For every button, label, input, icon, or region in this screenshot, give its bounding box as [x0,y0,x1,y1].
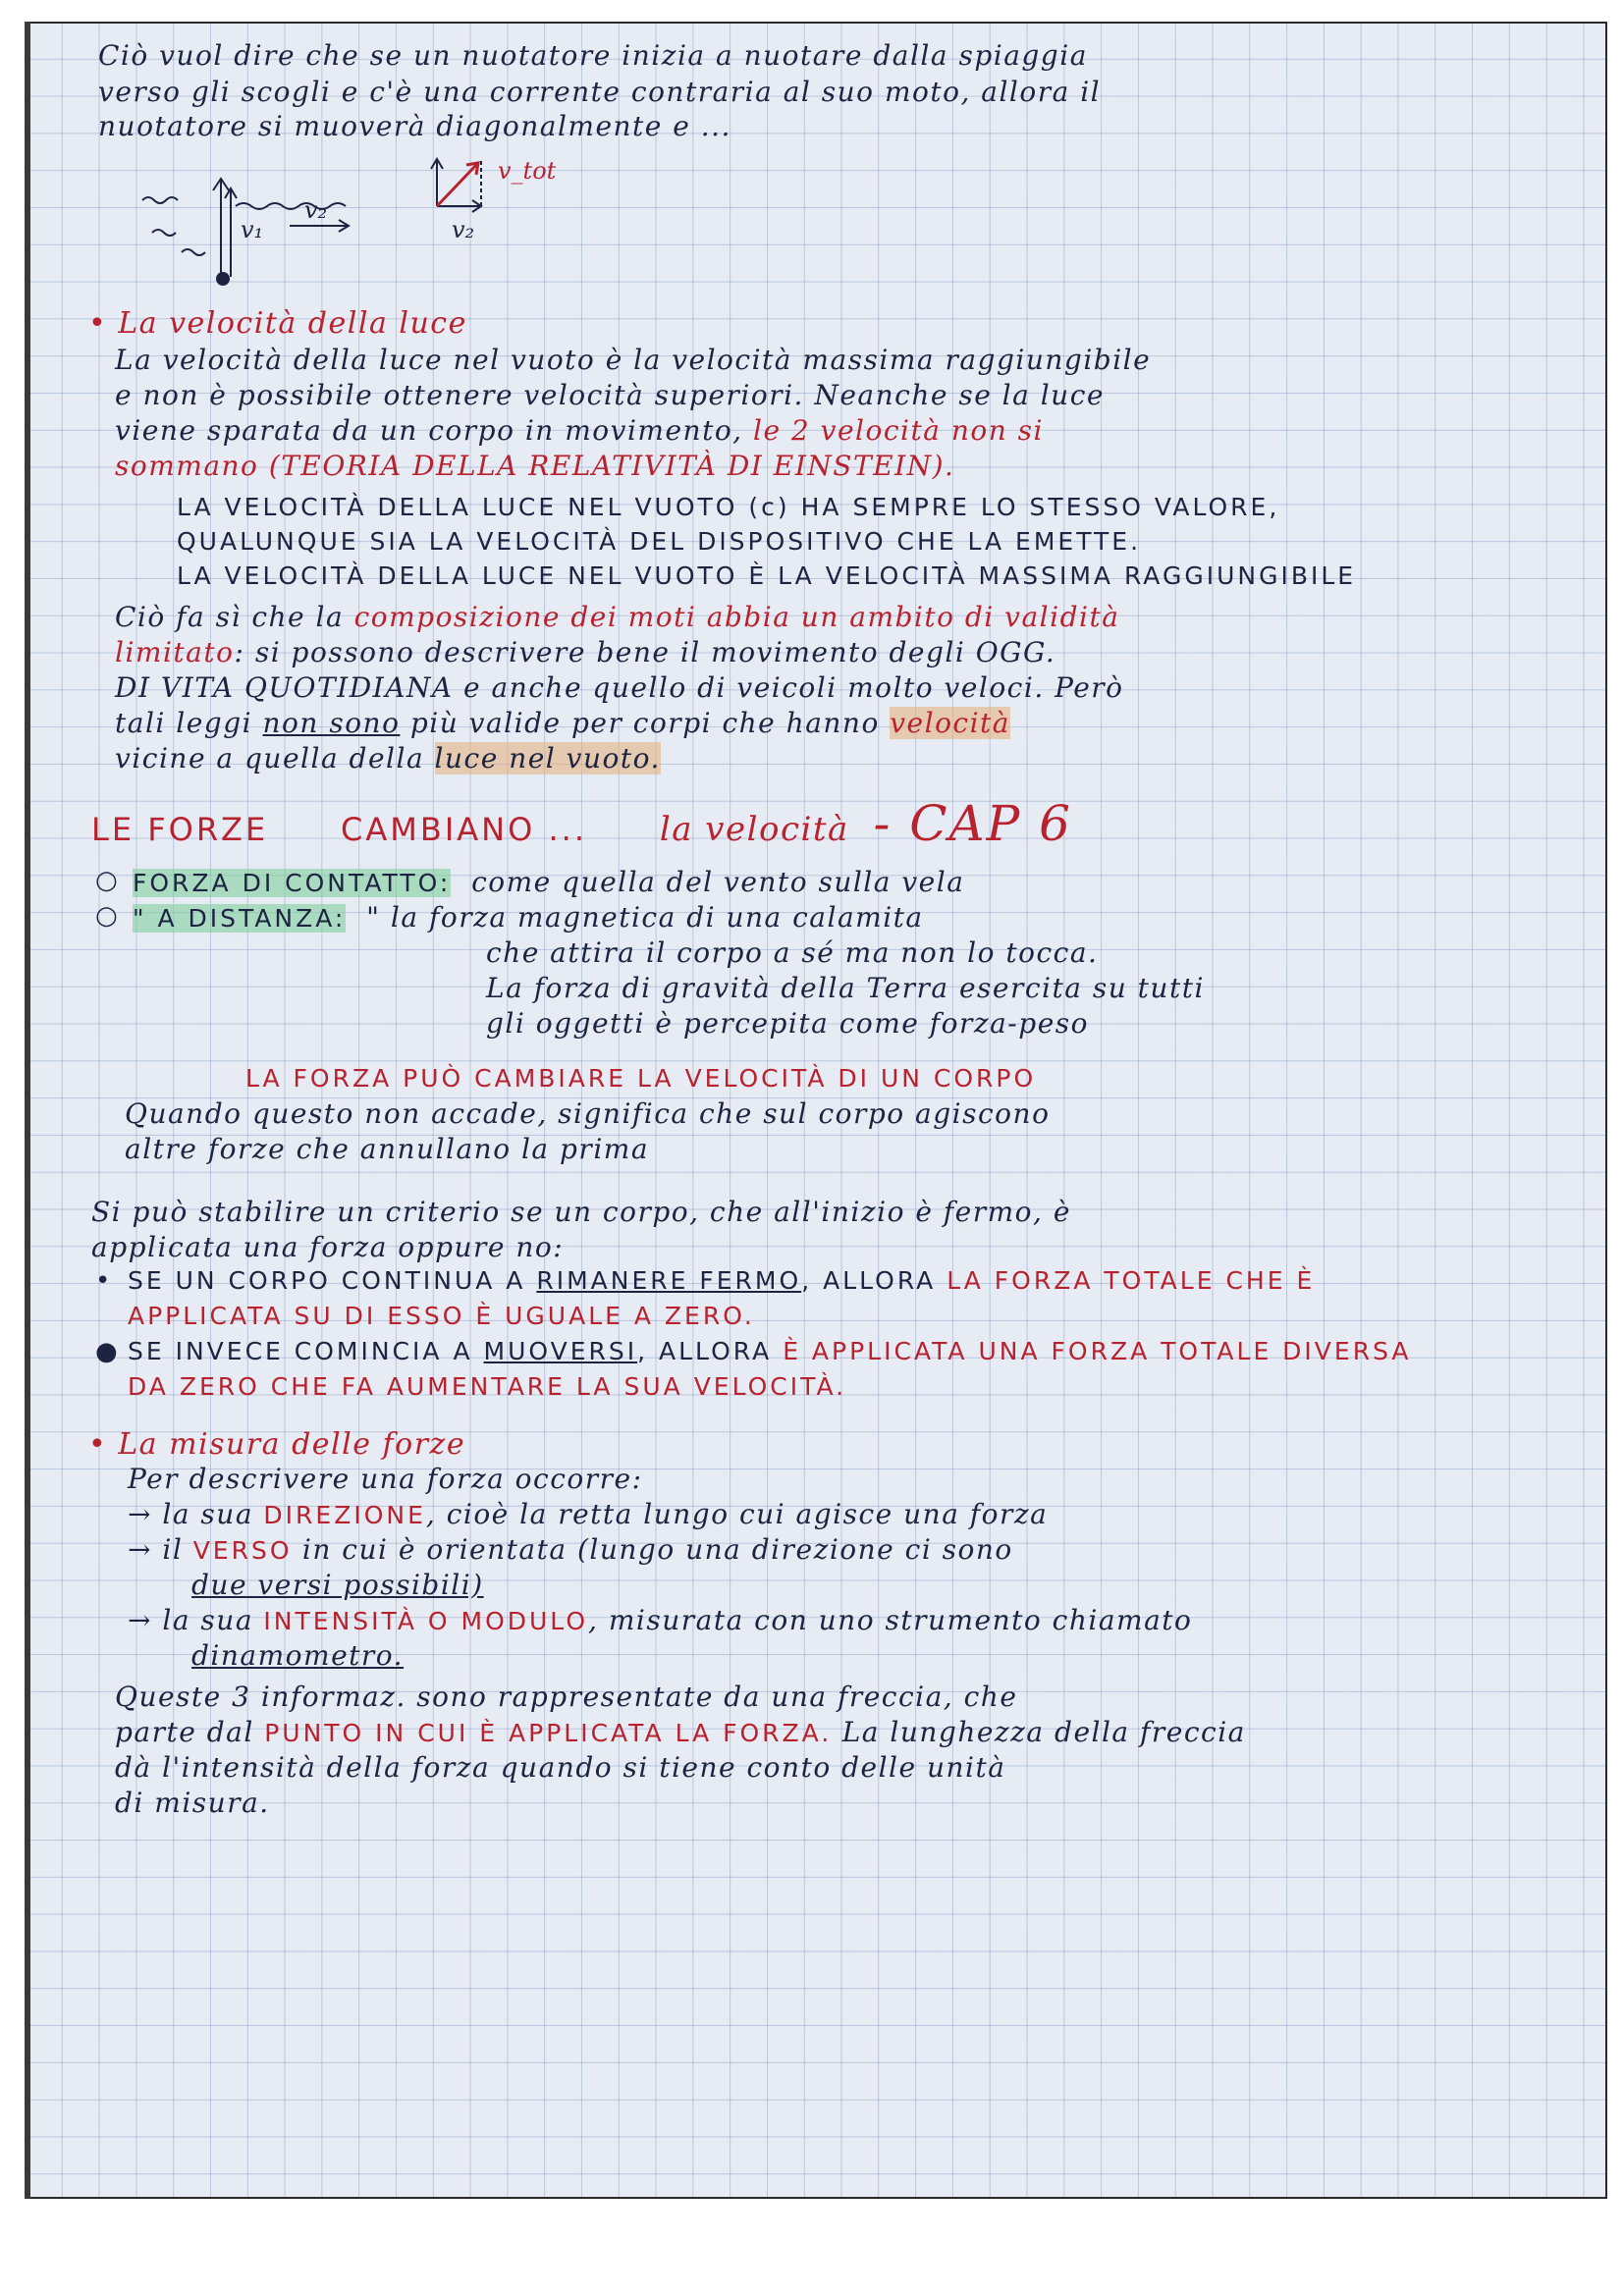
distance-force-line-3: La forza di gravità della Terra esercita su tutti [486,972,1205,1004]
composition-line-1 [115,601,1119,633]
distance-force-line [133,901,924,934]
intro-line-1: Ciò vuol dire che se un nuotatore inizia a nuotare dalla spiaggia [98,39,1088,72]
chapter-title-d: - CAP 6 [873,795,1072,852]
intro-line-3: nuotatore si muoverà diagonalmente e ... [98,110,731,142]
criterion-still-line-2: APPLICATA SU DI ESSO È UGUALE A ZERO. [128,1302,755,1330]
criterion-line-2: applicata una forza oppure no: [91,1231,565,1263]
move-1b: MUOVERSI [483,1337,638,1365]
still-1a: SE UN CORPO CONTINUA A [128,1266,526,1295]
composition-line-3: DI VITA QUOTIDIANA e anche quello di veicoli molto veloci. Però [115,671,1124,704]
light-heading-text: La velocità della luce [118,306,467,341]
intensity-a: → la sua [128,1604,254,1636]
measure-heading: • La misura delle forze [88,1427,466,1462]
bullet-moving: ● [95,1337,118,1366]
bullet-distance: ○ [95,901,118,931]
composition-1b: composizione dei moti abbia un ambito di validità [353,601,1120,633]
contact-force-line [133,866,964,898]
arrow-explain-line-2 [115,1716,1246,1748]
page-binding-edge [25,22,30,2199]
criterion-line-1: Si può stabilire un criterio se un corpo, che all'inizio è fermo, è [91,1196,1071,1228]
intro-line-2: verso gli scogli e c'è una corrente contraria al suo moto, allora il [98,76,1102,108]
composition-line-4 [115,707,1010,739]
contact-force-label: FORZA DI CONTATTO: [133,869,452,897]
distance-force-text: " la forza magnetica di una calamita [366,901,924,934]
composition-line-2 [115,636,1055,668]
chapter-title [91,795,1072,852]
intensity-b: INTENSITÀ O MODULO [263,1607,589,1635]
arrow-explain-line-1: Queste 3 informaz. sono rappresentate da una freccia, che [115,1681,1018,1713]
chapter-title-a: LE FORZE [91,811,269,848]
light-caps-3: LA VELOCITÀ DELLA LUCE NEL VUOTO È LA VELOCITÀ MASSIMA RAGGIUNGIBILE [177,561,1357,590]
arrow-2c: La lunghezza della freccia [841,1716,1246,1748]
composition-4d: velocità [890,707,1011,739]
distance-force-label: " A DISTANZA: [133,904,347,933]
force-change-subtitle: LA FORZA PUÒ CAMBIARE LA VELOCITÀ DI UN CORPO [245,1064,1037,1093]
label-vtot: v_tot [498,157,557,185]
light-heading: • La velocità della luce [88,306,467,341]
measure-verse-line-2: due versi possibili) [191,1569,484,1601]
criterion-move-line-2: DA ZERO CHE FA AUMENTARE LA SUA VELOCITÀ. [128,1372,847,1401]
composition-4c: più valide per corpi che hanno [409,707,880,739]
distance-force-line-4: gli oggetti è percepita come forza-peso [486,1007,1089,1040]
still-1b: RIMANERE FERMO [536,1266,802,1295]
composition-4a: tali leggi [115,707,253,739]
swimmer-velocity-diagram [113,139,584,296]
label-v2-small: v₂ [452,216,475,243]
dir-c: , cioè la retta lungo cui agisce una forza [425,1498,1049,1530]
bullet-still: • [95,1266,111,1296]
bullet-contact: ○ [95,866,118,895]
composition-line-5 [115,742,661,774]
intensity-c: , misurata con uno strumento chiamato [588,1604,1193,1636]
measure-verse-line [128,1533,1013,1566]
move-1c: , ALLORA [637,1337,773,1365]
composition-5b: luce nel vuoto. [434,742,661,774]
measure-intensity-line [128,1604,1192,1636]
label-v1: v₁ [241,216,264,243]
light-line-3b: le 2 velocità non si [753,414,1044,447]
light-line-2: e non è possibile ottenere velocità superiori. Neanche se la luce [115,379,1105,411]
verse-c: in cui è orientata (lungo una direzione ci sono [301,1533,1013,1566]
contact-force-text: come quella del vento sulla vela [471,866,965,898]
light-line-1: La velocità della luce nel vuoto è la velocità massima raggiungibile [115,344,1152,376]
chapter-title-b: CAMBIANO ... [341,811,587,848]
dir-a: → la sua [128,1498,254,1530]
still-1c: , ALLORA [801,1266,937,1295]
light-line-3 [115,414,1044,447]
arrow-explain-line-3: dà l'intensità della forza quando si tiene conto delle unità [115,1751,1006,1784]
composition-5a: vicine a quella della [115,742,425,774]
force-para-2: altre forze che annullano la prima [125,1133,650,1165]
composition-2a: limitato [115,636,235,668]
measure-intro: Per descrivere una forza occorre: [128,1463,643,1495]
light-caps-2: QUALUNQUE SIA LA VELOCITÀ DEL DISPOSITIVO CHE LA EMETTE. [177,527,1142,556]
criterion-move-line-1 [128,1337,1412,1365]
criterion-still-line-1 [128,1266,1315,1295]
measure-intensity-line-2: dinamometro. [191,1639,405,1672]
measure-direction-line [128,1498,1048,1530]
notebook-page [25,22,1607,2199]
arrow-explain-line-4: di misura. [115,1787,270,1819]
light-line-4: sommano (TEORIA DELLA RELATIVITÀ DI EINSTEIN). [115,450,955,482]
composition-2b: : si possono descrivere bene il movimento degli OGG. [234,636,1056,668]
still-1d: LA FORZA TOTALE CHE È [947,1266,1316,1295]
arrow-2a: parte dal [115,1716,254,1748]
verse-a: → il [128,1533,184,1566]
light-caps-1: LA VELOCITÀ DELLA LUCE NEL VUOTO (c) HA SEMPRE LO STESSO VALORE, [177,493,1280,521]
measure-heading-text: La misura delle forze [118,1427,466,1462]
composition-1a: Ciò fa sì che la [115,601,345,633]
chapter-title-c: la velocità [659,810,849,849]
verse-b: VERSO [192,1536,293,1565]
move-1a: SE INVECE COMINCIA A [128,1337,473,1365]
arrow-2b: PUNTO IN CUI È APPLICATA LA FORZA. [264,1719,833,1747]
composition-4b: non sono [262,707,401,739]
light-line-3a: viene sparata da un corpo in movimento, [115,414,743,447]
move-1d: È APPLICATA UNA FORZA TOTALE DIVERSA [783,1337,1412,1365]
dir-b: DIREZIONE [263,1501,426,1529]
label-v2: v₂ [304,196,328,224]
force-para-1: Quando questo non accade, significa che sul corpo agiscono [125,1097,1051,1130]
distance-force-line-2: che attira il corpo a sé ma non lo tocca. [486,936,1099,969]
